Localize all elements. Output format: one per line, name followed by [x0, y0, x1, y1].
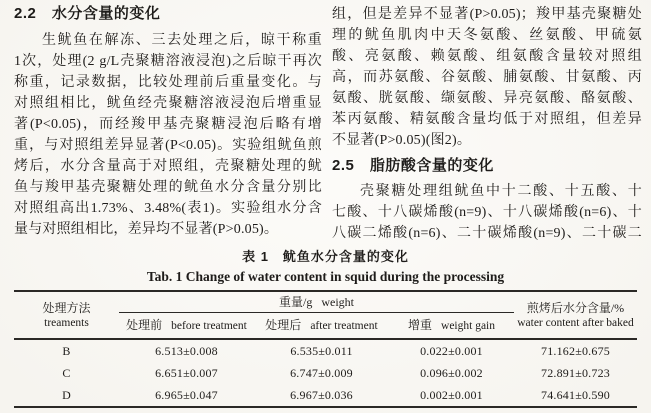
body-line: 八碳二烯酸(n=6)、二十碳烯酸(n=9)、二十碳二 — [332, 226, 642, 241]
header-gain — [389, 313, 514, 338]
header-treatment-en: treaments — [44, 316, 89, 329]
body-line: 对照组高出1.73%、3.48%(表1)。实验组水分含 — [14, 201, 322, 216]
header-after-en: after treatment — [310, 320, 378, 332]
body-line: 对照组相比，鱿鱼经壳聚糖溶液浸泡后增重显 — [14, 96, 322, 111]
header-treatment-cn: 处理方法 — [42, 300, 91, 315]
cell-after: 6.747±0.009 — [290, 366, 353, 380]
body-line: 不显著(P>0.05)(图2)。 — [332, 133, 472, 148]
body-line: 壳聚糖处理组鱿鱼中十二酸、十五酸、十 — [360, 184, 642, 199]
cell-after: 6.967±0.036 — [290, 388, 353, 402]
table-title-cn: 表 1 鱿鱼水分含量的变化 — [242, 249, 409, 264]
cell-after: 6.535±0.011 — [290, 344, 353, 358]
body-line: 七酸、十八碳烯酸(n=9)、十八碳烯酸(n=6)、十 — [332, 205, 642, 220]
header-weight-group — [119, 292, 514, 313]
cell-water: 72.891±0.723 — [541, 366, 610, 380]
header-water-content — [514, 292, 637, 338]
cell-gain: 0.002±0.001 — [420, 388, 483, 402]
body-line: 高，而苏氨酸、谷氨酸、脯氨酸、甘氨酸、丙 — [332, 70, 642, 85]
header-after-cn: 处理后 — [265, 318, 302, 332]
table-bottom-rule — [14, 406, 637, 408]
section-heading-2-2: 2.2 水分含量的变化 — [14, 5, 161, 22]
cell-treatment: C — [62, 366, 71, 380]
cell-before: 6.965±0.047 — [155, 388, 218, 402]
cell-water: 71.162±0.675 — [541, 344, 610, 358]
cell-gain: 0.022±0.001 — [420, 344, 483, 358]
header-after — [254, 313, 389, 338]
section-heading-2-5: 2.5 脂肪酸含量的变化 — [332, 157, 494, 174]
right-column — [332, 4, 642, 244]
body-line: 氨酸、胱氨酸、缬氨酸、异亮氨酸、酪氨酸、 — [332, 91, 642, 106]
body-line: 理的鱿鱼肌肉中天冬氨酸、丝氨酸、甲硫氨 — [332, 28, 642, 43]
body-line: 苯丙氨酸、精氨酸含量均低于对照组，但差异 — [332, 112, 642, 127]
table-header — [14, 292, 637, 338]
header-gain-cn: 增重 — [408, 318, 433, 332]
table-row — [14, 362, 637, 384]
body-line: 鱼与羧甲基壳聚糖处理的鱿鱼水分含量分别比 — [14, 180, 322, 195]
body-line: 1次，处理(2 g/L壳聚糖溶液浸泡)之后晾干再次 — [14, 54, 322, 69]
body-line: 烤后，水分含量高于对照组，壳聚糖处理的鱿 — [14, 159, 322, 174]
body-line: 酸、亮氨酸、赖氨酸、组氨酸含量较对照组 — [332, 49, 642, 64]
cell-treatment: D — [62, 388, 71, 402]
header-water-cn: 煎烤后水分含量/% — [526, 300, 625, 315]
cell-before: 6.513±0.008 — [155, 344, 218, 358]
body-line: 著(P<0.05)，而经羧甲基壳聚糖浸泡后略有增 — [14, 117, 322, 132]
cell-water: 74.641±0.590 — [541, 388, 610, 402]
table-1-block — [0, 249, 651, 408]
header-gain-en: weight gain — [441, 320, 495, 332]
table-title-en: Tab. 1 Change of water content in squid during the processing — [146, 269, 505, 284]
cell-gain: 0.096±0.002 — [420, 366, 483, 380]
body-line: 量与对照组相比，差异均不显著(P>0.05)。 — [14, 222, 279, 237]
cell-before: 6.651±0.007 — [155, 366, 218, 380]
left-column — [14, 4, 322, 240]
header-weight-cn: 重量/g — [278, 295, 313, 309]
body-line: 重，与对照组差异显著(P<0.05)。实验组鱿鱼煎 — [14, 138, 322, 153]
header-before — [119, 313, 254, 338]
body-line: 称重，记录数据，比较处理前后重量变化。与 — [14, 75, 322, 90]
cell-treatment: B — [62, 344, 71, 358]
body-line: 组，但是差异不显著(P>0.05)；羧甲基壳聚糖处 — [332, 7, 642, 22]
header-before-cn: 处理前 — [126, 318, 163, 332]
header-before-en: before treatment — [171, 320, 247, 332]
table-1 — [14, 290, 637, 408]
table-row — [14, 384, 637, 406]
header-weight-en: weight — [321, 295, 354, 309]
header-water-en: water content after baked — [517, 316, 634, 329]
body-line: 生鱿鱼在解冻、三去处理之后，晾干称重 — [42, 33, 322, 48]
table-row — [14, 340, 637, 362]
header-treatment — [14, 292, 119, 338]
